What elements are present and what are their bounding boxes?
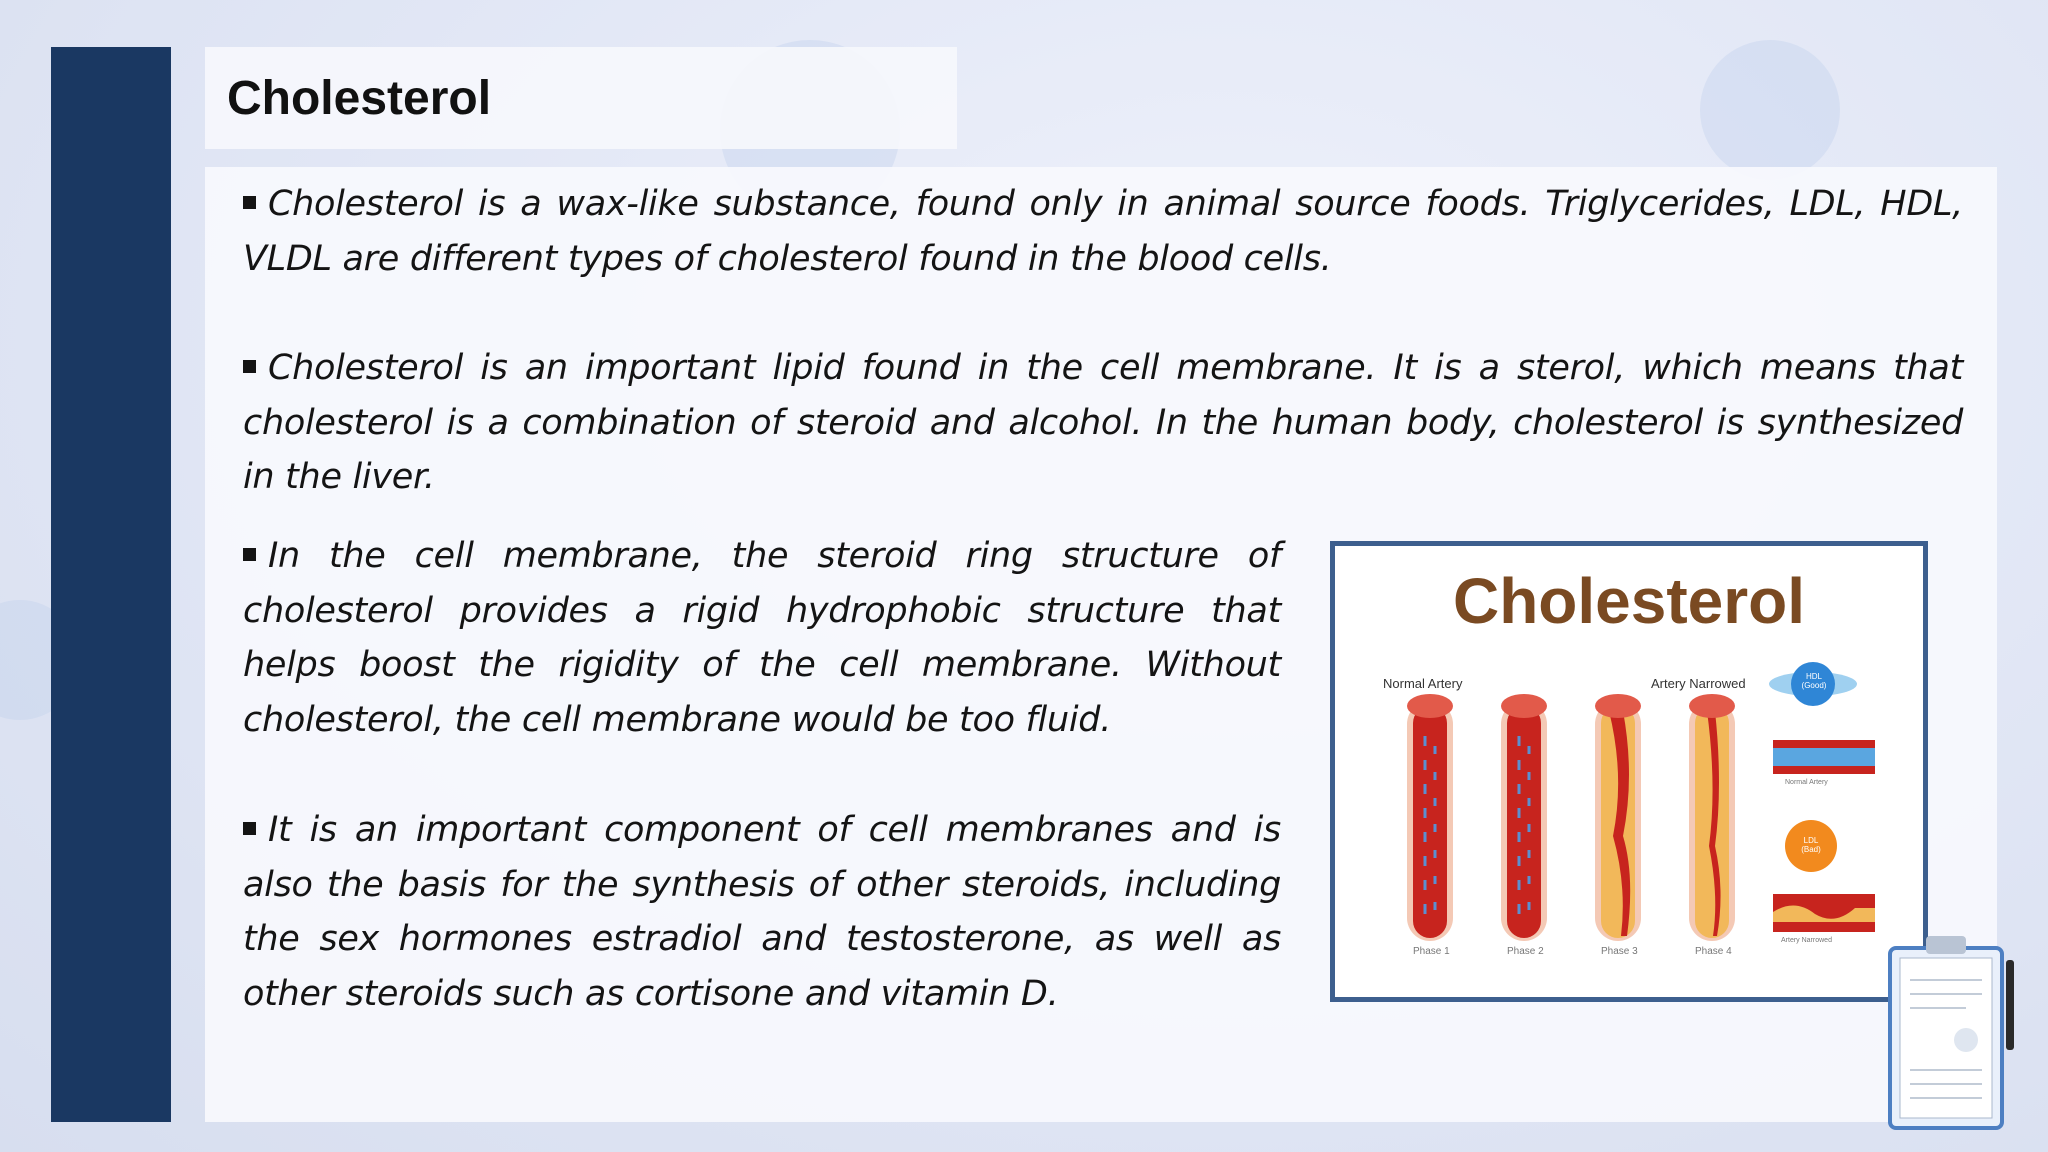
ldl-badge-label: LDL (Bad) (1801, 836, 1821, 854)
phase-label: Phase 1 (1413, 946, 1450, 957)
inset-label-narrowed: Artery Narrowed (1781, 937, 1832, 944)
artery-illustration (1335, 546, 1923, 997)
artery-phase-3 (1595, 694, 1641, 941)
phase-label: Phase 3 (1601, 946, 1638, 957)
figure-label-normal: Normal Artery (1383, 676, 1463, 691)
title-box (205, 47, 957, 149)
figure-title: Cholesterol (1452, 565, 1806, 637)
artery-phase-1 (1407, 694, 1453, 941)
accent-bar (51, 47, 171, 1122)
bullet-square-icon (243, 822, 256, 835)
artery-phase-2 (1501, 694, 1547, 941)
bullet-paragraph: Cholesterol is a wax-like substance, found only in animal source foods. Triglycerides, LDL, HDL, VLDL are different types of cholesterol found in the blood cells. (243, 184, 1963, 279)
bullet-paragraph: Cholesterol is an important lipid found in the cell membrane. It is a sterol, which means that cholesterol is a combination of steroid and alcohol. In the human body, cholesterol is synthesized in the liver. (243, 348, 1963, 497)
phase-label: Phase 2 (1507, 946, 1544, 957)
bullet-square-icon (243, 196, 256, 209)
figure-label-narrowed: Artery Narrowed (1651, 676, 1746, 691)
artery-phase-4 (1689, 694, 1735, 941)
bullet-square-icon (243, 548, 256, 561)
phase-label: Phase 4 (1695, 946, 1732, 957)
background-bubble (1700, 40, 1840, 180)
inset-label-normal: Normal Artery (1785, 779, 1828, 786)
cholesterol-artery-figure (1330, 541, 1928, 1002)
hdl-badge-label: HDL (Good) (1801, 672, 1827, 690)
bullet-paragraph: In the cell membrane, the steroid ring structure of cholesterol provides a rigid hydrophobic structure that helps boost the rigidity of the cell membrane. Without cholesterol, the cell membrane would be too fluid. (243, 536, 1281, 740)
clipboard-icon (1886, 930, 2018, 1130)
bullet-square-icon (243, 360, 256, 373)
bullet-paragraph: It is an important component of cell membranes and is also the basis for the synthesis of other steroids, including the sex hormones estradiol and testosterone, as well as other steroids such as cortisone and vitamin D. (243, 810, 1281, 1014)
slide-title: Cholesterol (227, 72, 492, 125)
